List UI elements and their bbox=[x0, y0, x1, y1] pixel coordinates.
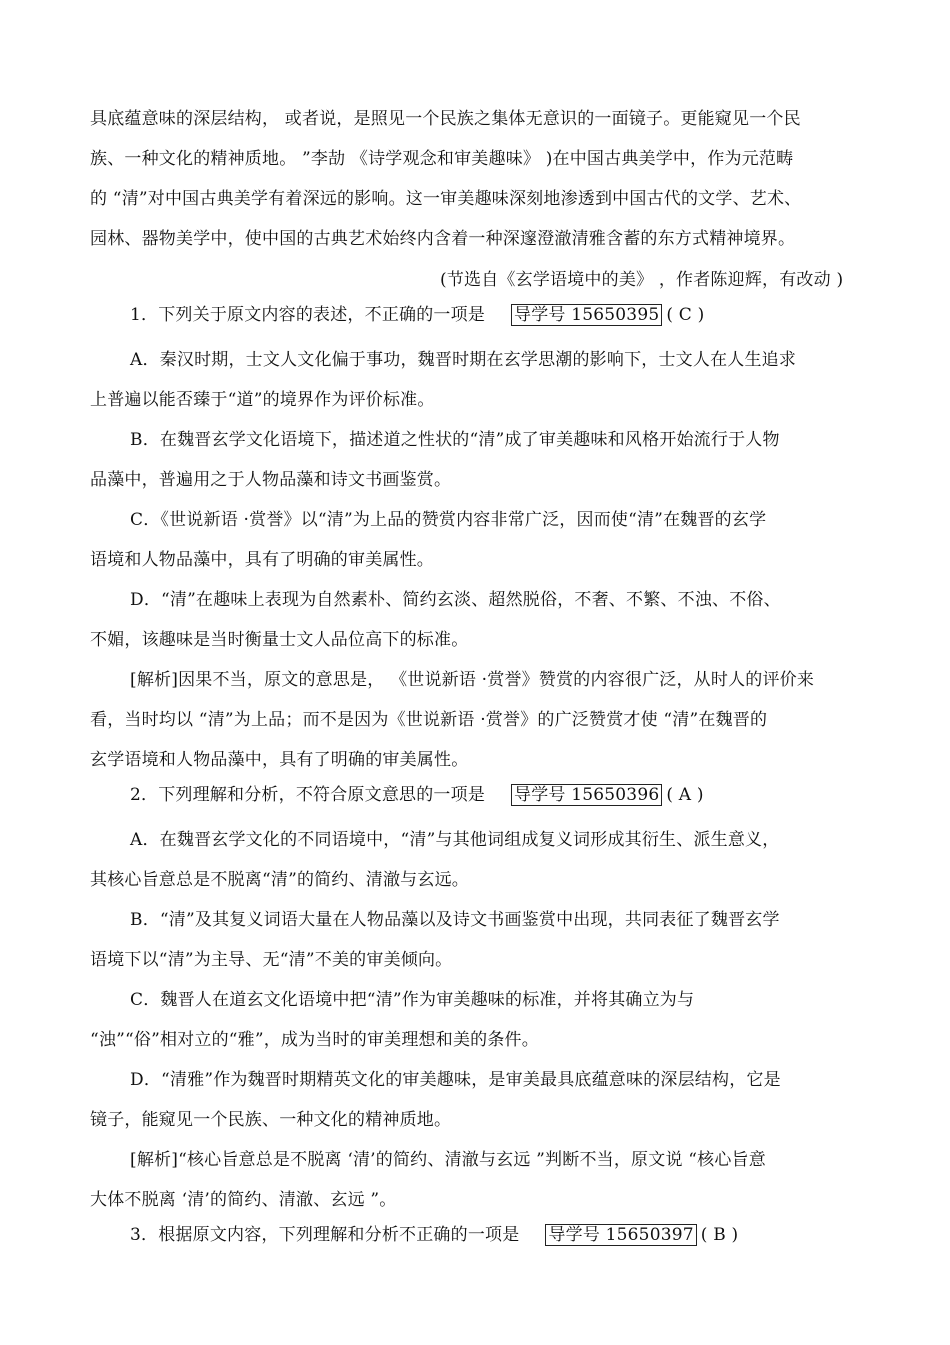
q2-option-b-line-2: 语境下以“清”为主导、无“清”不美的审美倾向。 bbox=[90, 950, 453, 970]
guide-number-box-1: 导学号 15650395 bbox=[511, 304, 662, 326]
q1-option-b-line-1: B．在魏晋玄学文化语境下，描述道之性状的“清”成了审美趣味和风格开始流行于人物 bbox=[130, 430, 780, 450]
q2-option-d-line-2: 镜子，能窥见一个民族、一种文化的精神质地。 bbox=[90, 1110, 452, 1130]
intro-line-1: 具底蕴意味的深层结构， 或者说，是照见一个民族之集体无意识的一面镜子。更能窥见一个民 bbox=[90, 109, 801, 129]
q1-option-c-line-1: C．《世说新语 ·赏誉》以“清”为上品的赞赏内容非常广泛，因而使“清”在魏晋的玄学 bbox=[130, 510, 767, 530]
q2-option-a-line-1: A．在魏晋玄学文化的不同语境中，“清”与其他词组成复义词形成其衍生、派生意义， bbox=[130, 830, 780, 850]
q2-option-c-line-1: C．魏晋人在道玄文化语境中把“清”作为审美趣味的标准，并将其确立为与 bbox=[130, 990, 695, 1010]
q1-option-b-line-2: 品藻中，普遍用之于人物品藻和诗文书画鉴赏。 bbox=[90, 470, 452, 490]
intro-line-2: 族、一种文化的精神质地。 ”李劼 《诗学观念和审美趣味》 )在中国古典美学中，作为元范畴 bbox=[90, 149, 794, 169]
question-3-answer: ( B ) bbox=[700, 1225, 739, 1245]
question-1 bbox=[130, 304, 704, 326]
question-1-stem: 1．下列关于原文内容的表述，不正确的一项是 bbox=[130, 305, 486, 325]
guide-number-box-3: 导学号 15650397 bbox=[545, 1224, 696, 1246]
q1-explanation-line-3: 玄学语境和人物品藻中，具有了明确的审美属性。 bbox=[90, 750, 469, 770]
q1-option-d-line-2: 不媚，该趣味是当时衡量士文人品位高下的标准。 bbox=[90, 630, 469, 650]
q2-explanation-line-2: 大体不脱离 ‘清’的简约、清澈、玄远 ”。 bbox=[90, 1190, 397, 1210]
question-2 bbox=[130, 784, 704, 806]
q2-option-d-line-1: D．“清雅”作为魏晋时期精英文化的审美趣味，是审美最具底蕴意味的深层结构，它是 bbox=[130, 1070, 781, 1090]
intro-line-4: 园林、器物美学中，使中国的古典艺术始终内含着一种深邃澄澈清雅含蓄的东方式精神境界。 bbox=[90, 229, 796, 249]
intro-line-3: 的 “清”对中国古典美学有着深远的影响。这一审美趣味深刻地渗透到中国古代的文学、艺术、 bbox=[90, 189, 802, 209]
question-2-stem: 2．下列理解和分析，不符合原文意思的一项是 bbox=[130, 785, 486, 805]
source-note: (节选自《玄学语境中的美》 ，作者陈迎辉，有改动 ) bbox=[440, 270, 844, 290]
q1-option-d-line-1: D．“清”在趣味上表现为自然素朴、简约玄淡、超然脱俗，不奢、不繁、不浊、不俗、 bbox=[130, 590, 781, 610]
question-3 bbox=[130, 1224, 738, 1246]
q2-option-b-line-1: B．“清”及其复义词语大量在人物品藻以及诗文书画鉴赏中出现，共同表征了魏晋玄学 bbox=[130, 910, 780, 930]
q1-option-c-line-2: 语境和人物品藻中，具有了明确的审美属性。 bbox=[90, 550, 434, 570]
q1-explanation-line-1: [解析]因果不当，原文的意思是， 《世说新语 ·赏誉》赞赏的内容很广泛，从时人的评价来 bbox=[130, 670, 815, 690]
question-1-answer: ( C ) bbox=[666, 305, 705, 325]
q1-explanation-line-2: 看，当时均以 “清”为上品；而不是因为《世说新语 ·赏誉》的广泛赞赏才使 “清”在魏晋的 bbox=[90, 710, 768, 730]
q2-explanation-line-1: [解析]“核心旨意总是不脱离 ‘清’的简约、清澈与玄远 ”判断不当，原文说 “核心旨意 bbox=[130, 1150, 766, 1170]
q2-option-c-line-2: “浊”“俗”相对立的“雅”，成为当时的审美理想和美的条件。 bbox=[90, 1030, 539, 1050]
q1-option-a-line-2: 上普遍以能否臻于“道”的境界作为评价标准。 bbox=[90, 390, 435, 410]
q1-option-a-line-1: A．秦汉时期，士文人文化偏于事功，魏晋时期在玄学思潮的影响下，士文人在人生追求 bbox=[130, 350, 797, 370]
q2-option-a-line-2: 其核心旨意总是不脱离“清”的简约、清澈与玄远。 bbox=[90, 870, 469, 890]
question-2-answer: ( A ) bbox=[666, 785, 704, 805]
question-3-stem: 3．根据原文内容，下列理解和分析不正确的一项是 bbox=[130, 1225, 520, 1245]
guide-number-box-2: 导学号 15650396 bbox=[511, 784, 662, 806]
